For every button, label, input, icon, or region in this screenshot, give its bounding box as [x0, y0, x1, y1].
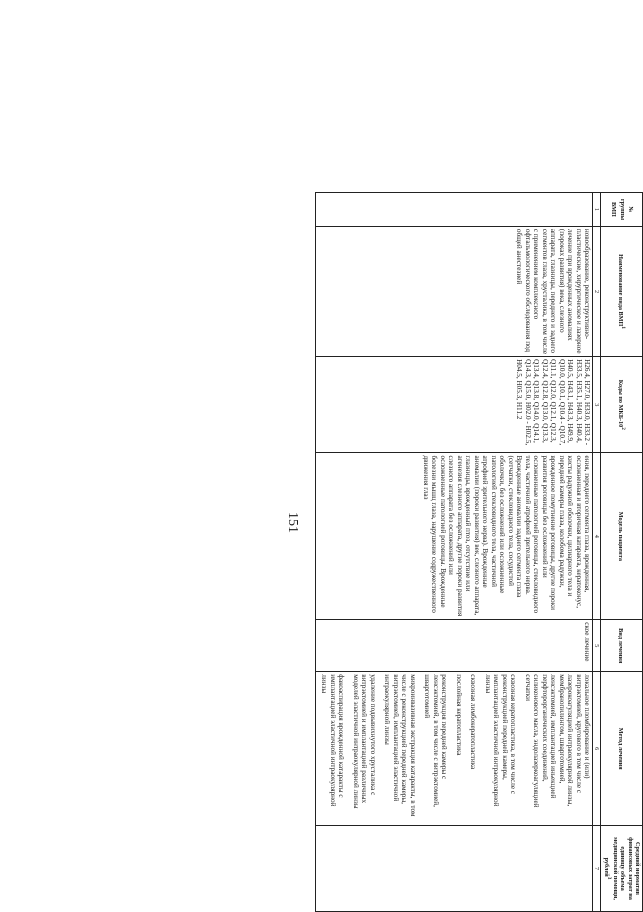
column-number: 6 [593, 672, 601, 826]
column-number: 2 [593, 226, 601, 356]
page-number: 151 [285, 512, 300, 533]
method-item: сквозная лимбокератопластика [469, 674, 478, 770]
header-treatment-method: Метод лечения [601, 672, 643, 826]
column-number-row [593, 193, 601, 912]
method-item: удаление подвывихнутого хрусталика с витрэктомией и имплантацией различных моделей эластичной интраокулярной линзы [351, 674, 377, 809]
cell-patient-model: ения, переднего сегмента глаза, врожденная, осложненная и вторичная катаракта, кератоконус, кисты радужной оболочки, цилиарного тела и передней камеры глаза, колобома радужки, врожденное помутнение роговицы, другие пороки развития роговицы без осложнений или осложненные патологией роговицы, стекловидного тела, частичной атрофией зрительного нерва. Врожденные аномалии заднего сегмента глаза (сетчатки, стекловидного тела, сосудистой оболочки, без осложнений или осложненные патологией стекловидного тела, частичной атрофией зрительного нерва). Врожденные аномалии (пороки развития) век, слезного аппарата, глазницы, врожденный птоз, отсутствие или агенезия слезного аппарата, другие пороки развития слезного аппарата без осложнений или осложненные патологией роговицы. Врожденные болезни мышц глаза, нарушение содружественного движения глаз [315, 453, 592, 620]
column-number: 1 [593, 193, 601, 227]
header-vmp-name: Наименование вида ВМП$^1$ [601, 226, 643, 356]
header-patient-model: Модель пациента [601, 453, 643, 620]
header-row [601, 193, 643, 912]
cell-treatment-methods [315, 672, 592, 826]
cell-vmp-name: новообразование, реконструктивно-пластические, хирургическое и лазерное лечение при врожденных аномалиях (пороках развития) века, слезного аппарата, глазницы, переднего и заднего сегментов глаза, хрусталика, в том числе с применением комплексного офтальмологического обследования под общей анестезией [315, 226, 592, 356]
method-item: послойная кератопластика [454, 674, 463, 756]
cell-group-number [315, 193, 592, 227]
column-number: 4 [593, 453, 601, 620]
header-icd-codes: Коды по МКБ-$10^2$ [601, 357, 643, 453]
header-treatment-type: Вид лечения [601, 620, 643, 672]
cell-icd-codes: H26.4, H27.0, H33.0, H33.2 - H33.5, H35.1, H40.3, H40.4, H40.5, H43.1, H43.3, H49.9, Q10.0, Q10.1, Q10.4 - Q10.7, Q11.1, Q12.0, Q12.1, Q12.3, Q12.4, Q12.8, Q13.0, Q13.3, Q13.4, Q13.8, Q14.0, Q14.1, Q14.3, Q15.0, H02.0 - H02.5, H04.5, H05.3, H11.2 [315, 357, 592, 453]
cell-average-cost [315, 825, 592, 911]
method-item: реконструкция передней камеры с ленсэктомией, в том числе с витрэктомией, шварготомией [423, 674, 449, 807]
column-number: 5 [593, 620, 601, 672]
column-number: 7 [593, 825, 601, 911]
cell-treatment-type: ское лечение [315, 620, 592, 672]
treatment-table-container [103, 192, 643, 912]
header-group-number: № группы ВМП [601, 193, 643, 227]
column-number: 3 [593, 357, 601, 453]
method-item: факоаспирация врожденной катаракты с имплантацией эластичной интраокулярной линзы [320, 674, 346, 807]
method-item: микроинвазивная экстракция катаракты, в том числе с реконструкцией передней камеры, витрэктомией, имплантацией эластичной интраокулярной линзы [383, 674, 417, 817]
treatment-table [315, 192, 643, 912]
table-row [315, 193, 592, 912]
method-item: локальное пломбирование и (или) витрэктомией, кругового в том числе с лазерокоагуляцией интраокулярной линзы, мембранопилингом, шварготомией, ленсэктомией, имплантацией иньекцией перфторорганических соединений, силиконового масла, эндолазеркоагуляцией сетчатки [523, 674, 592, 808]
header-average-cost: Средний норматив финансовых затрат на единицу объема медицинской помощи, рублей$^3$ [601, 825, 643, 911]
method-item: сквозная кератопластика, в том числе с реконструкцией передней камеры, имплантацией эластичной интраокулярной линзы [483, 674, 518, 807]
